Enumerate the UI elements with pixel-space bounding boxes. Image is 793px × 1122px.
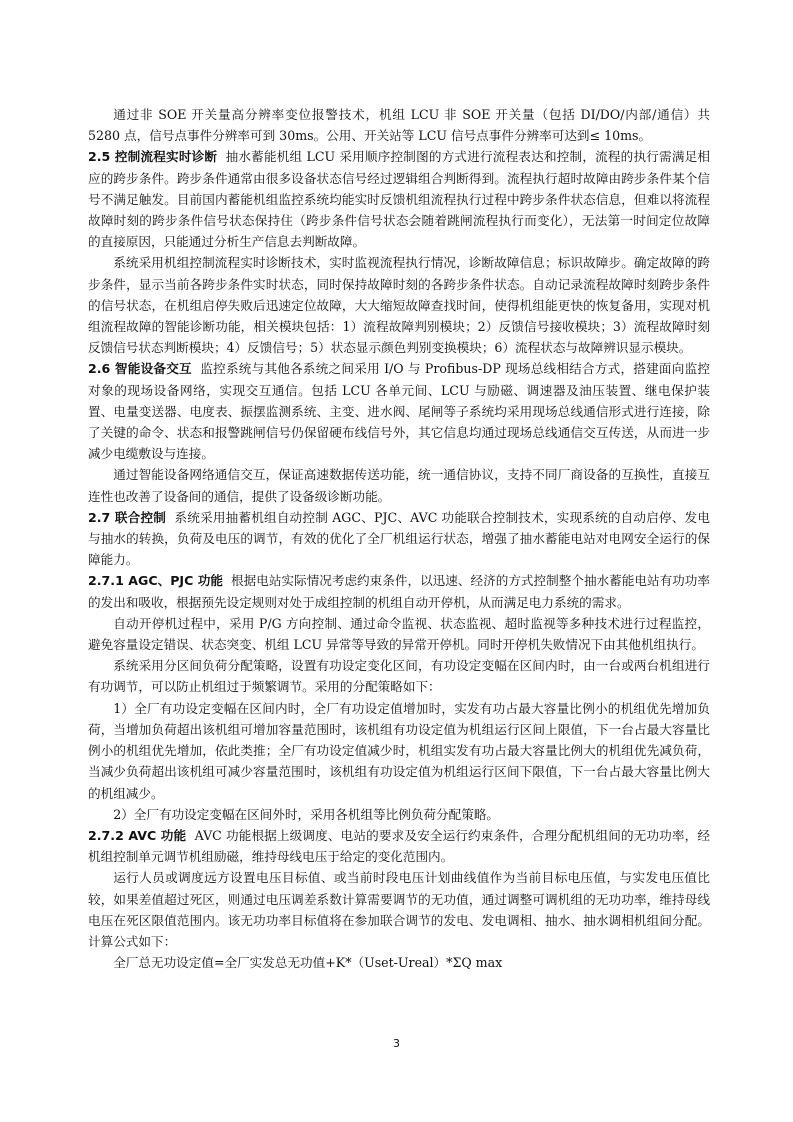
- paragraph-section-2-7: [88, 507, 710, 571]
- paragraph-text: 系统采用机组控制流程实时诊断技术，实时监视流程执行情况，诊断故障信息；标识故障步。确定故障的跨步条件，显示当前各跨步条件实时状态，同时保持故障时刻的各跨步条件状态。自动记录流程故障时刻跨步条件的信号状态，在机组启停失败后迅速定位故障，大大缩短故障查找时间，使得机组能更快的恢复备用，实现对机组流程故障的智能诊断功能，相关模块包括：1）流程故障判别模块；2）反馈信号接收模块；3）流程故障时刻反馈信号状态判断模块；4）反馈信号；5）状态显示颜色判别变换模块；6）流程状态与故障辨识显示模块。: [88, 255, 710, 356]
- section-heading: 2.5 控制流程实时诊断: [88, 149, 218, 165]
- section-heading: 2.7.1 AGC、PJC 功能: [88, 573, 223, 589]
- formula-text: 全厂总无功设定值=全厂实发总无功值+K*（Uset-Ureal）*ΣQ max: [113, 955, 503, 971]
- paragraph-section-2-6: [88, 358, 710, 464]
- page-number: 3: [393, 1037, 400, 1050]
- paragraph-p8: [88, 613, 710, 655]
- paragraph-p3: [88, 252, 710, 358]
- paragraph-p1: [88, 104, 710, 146]
- paragraph-text: 运行人员或调度远方设置电压目标值、或当前时段电压计划曲线值作为当前目标电压值，与实发电压值比较，如果差值超过死区，则通过电压调差系数计算需要调节的无功值，通过调整可调机组的无功功率，维持母线电压在死区限值范围内。该无功功率目标值将在参加联合调节的发电、发电调相、抽水、抽水调相机组间分配。计算公式如下：: [88, 870, 710, 949]
- paragraph-text: 通过非 SOE 开关量高分辨率变位报警技术，机组 LCU 非 SOE 开关量（包括 DI/DO/内部/通信）共 5280 点，信号点事件分辨率可到 30ms。公用、开关站等 LCU 信号点事件分辨率可达到≤ 10ms。: [88, 107, 710, 144]
- paragraph-text: 通过智能设备网络通信交互，保证高速数据传送功能，统一通信协议，支持不同厂商设备的互换性，直接互连性也改善了设备间的通信，提供了设备级诊断功能。: [88, 467, 710, 504]
- paragraph-p13: [88, 867, 710, 952]
- paragraph-section-2-7-2: [88, 825, 710, 867]
- document-body: [88, 104, 710, 973]
- paragraph-p11: [88, 804, 710, 825]
- paragraph-p9: [88, 655, 710, 697]
- paragraph-section-2-5: [88, 146, 710, 252]
- paragraph-text: 系统采用抽蓄机组自动控制 AGC、PJC、AVC 功能联合控制技术，实现系统的自动启停、发电与抽水的转换，负荷及电压的调节，有效的优化了全厂机组运行状态，增强了抽水蓄能电站对电网安全运行的保障能力。: [88, 509, 710, 568]
- paragraph-text: 根据电站实际情况考虑约束条件，以迅速、经济的方式控制整个抽水蓄能电站有功功率的发出和吸收，根据预先设定规则对处于成组控制的机组自动开停机，从而满足电力系统的需求。: [88, 573, 710, 610]
- paragraph-text: 抽水蓄能机组 LCU 采用顺序控制图的方式进行流程表达和控制，流程的执行需满足相应的跨步条件。跨步条件通常由很多设备状态信号经过逻辑组合判断得到。流程执行超时故障由跨步条件某个信号不满足触发。目前国内蓄能机组监控系统均能实时反馈机组流程执行过程中跨步条件状态信息，但难以将流程故障时刻的跨步条件信号状态保持住（跨步条件信号状态会随着跳闸流程执行而变化），无法第一时间定位故障的直接原因，只能通过分析生产信息去判断故障。: [88, 149, 710, 250]
- paragraph-p10: [88, 698, 710, 804]
- paragraph-text: 2）全厂有功设定变幅在区间外时，采用各机组等比例负荷分配策略。: [113, 806, 500, 822]
- section-heading: 2.6 智能设备交互: [88, 361, 192, 377]
- paragraph-p5: [88, 464, 710, 506]
- paragraph-section-2-7-1: [88, 570, 710, 612]
- paragraph-text: AVC 功能根据上级调度、电站的要求及安全运行约束条件，合理分配机组间的无功功率，经机组控制单元调节机组励磁，维持母线电压于给定的变化范围内。: [88, 827, 711, 865]
- section-heading: 2.7.2 AVC 功能: [88, 827, 187, 843]
- paragraph-text: 自动开停机过程中，采用 P/G 方向控制、通过命令监视、状态监视、超时监视等多种技术进行过程监控，避免容量设定错误、状态突变、机组 LCU 异常等导致的异常开停机。同时开停机失败情况下由其他机组执行。: [88, 615, 710, 653]
- paragraph-text: 监控系统与其他各系统之间采用 I/O 与 Profibus-DP 现场总线相结合方式，搭建面向监控对象的现场设备网络，实现交互通信。包括 LCU 各单元间、LCU 与励磁、调速器及油压装置、继电保护装置、电量变送器、电度表、振摆监测系统、主变、进水阀、尾闸等子系统均采用现场总线通信形式进行连接，除了关键的命令、状态和报警跳闸信号仍保留硬布线信号外，其它信息均通过现场总线通信交互传送，从而进一步减少电缆敷设与连接。: [88, 361, 710, 462]
- paragraph-text: 1）全厂有功设定变幅在区间内时，全厂有功设定值增加时，实发有功占最大容量比例小的机组优先增加负荷，当增加负荷超出该机组可增加容量范围时，该机组有功设定值为机组运行区间上限值，下一台占最大容量比例小的机组优先增加，依此类推；全厂有功设定值减少时，机组实发有功占最大容量比例大的机组优先减负荷，当减少负荷超出该机组可减少容量范围时，该机组有功设定值为机组运行区间下限值，下一台占最大容量比例大的机组减少。: [88, 700, 710, 801]
- section-heading: 2.7 联合控制: [88, 509, 167, 525]
- paragraph-text: 系统采用分区间负荷分配策略，设置有功设定变化区间，有功设定变幅在区间内时，由一台或两台机组进行有功调节，可以防止机组过于频繁调节。采用的分配策略如下：: [88, 658, 710, 695]
- formula-line: [88, 952, 710, 973]
